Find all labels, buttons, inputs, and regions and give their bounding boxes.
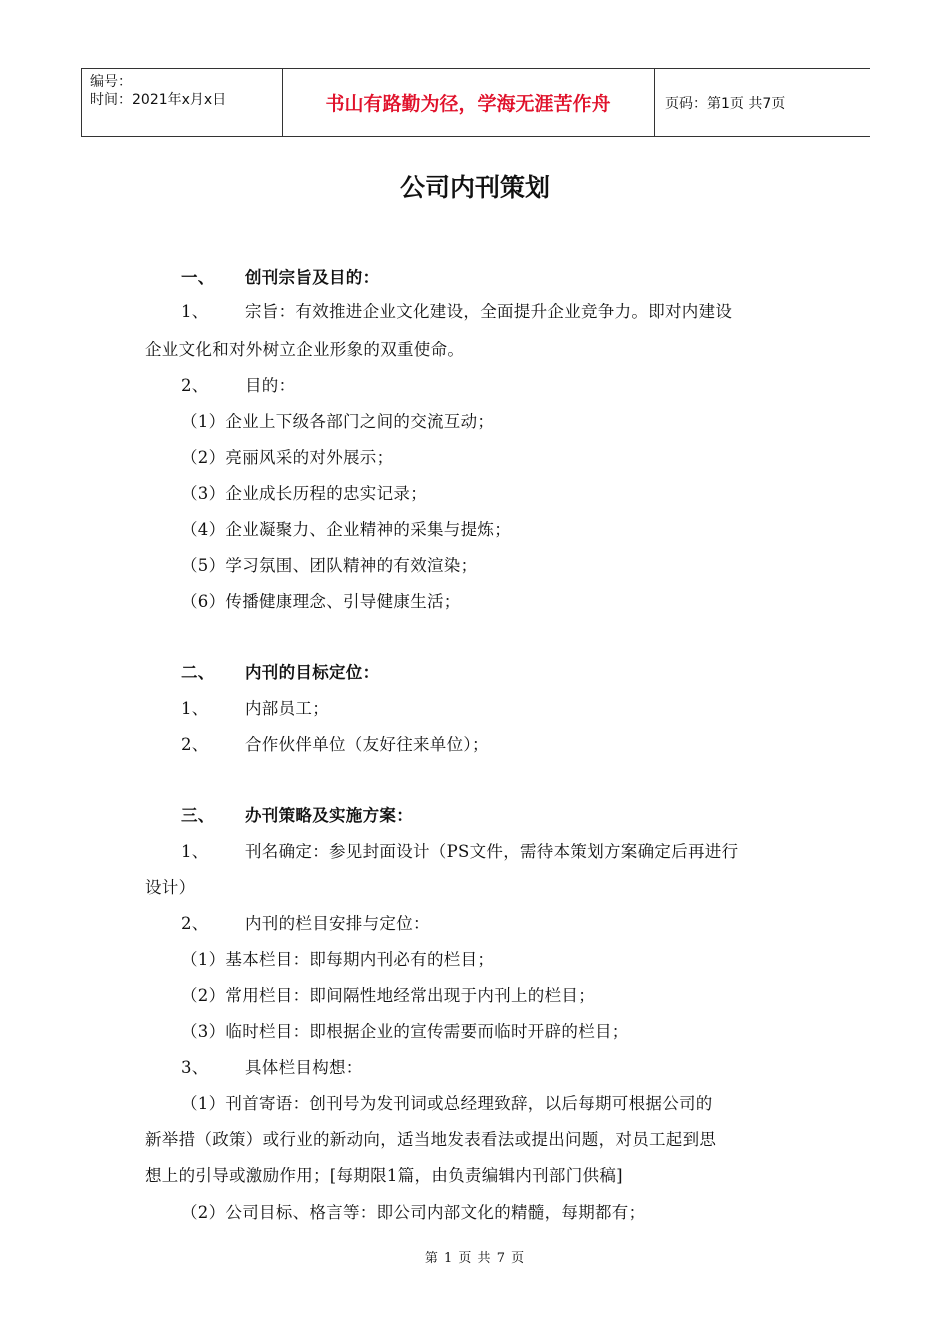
item-text: 目的： <box>245 376 296 395</box>
paragraph-line: 想上的引导或激励作用；[每期限1篇，由负责编辑内刊部门供稿] <box>145 1166 623 1185</box>
section-number: 二、 <box>181 663 215 682</box>
item-number: 2、 <box>181 914 209 933</box>
list-item: （1）刊首寄语：创刊号为发刊词或总经理致辞，以后每期可根据公司的 <box>181 1094 713 1113</box>
list-item: （2）常用栏目：即间隔性地经常出现于内刊上的栏目； <box>181 986 595 1005</box>
item-number: 2、 <box>181 376 209 395</box>
item-number: 2、 <box>181 735 209 754</box>
document-title: 公司内刊策划 <box>399 173 550 202</box>
item-number: 1、 <box>181 842 209 861</box>
page-footer: 第 1 页 共 7 页 <box>424 1251 526 1266</box>
item-number: 3、 <box>181 1058 209 1077</box>
item-text: 宗旨：有效推进企业文化建设，全面提升企业竞争力。即对内建设 <box>245 302 733 321</box>
header-meta <box>81 69 283 136</box>
item-number: 1、 <box>181 699 209 718</box>
list-item: （3）企业成长历程的忠实记录； <box>181 484 427 503</box>
list-item: （1）基本栏目：即每期内刊必有的栏目； <box>181 950 495 969</box>
item-text: 内部员工； <box>245 699 329 718</box>
item-number: 1、 <box>181 302 209 321</box>
header-page-info <box>654 69 871 136</box>
list-item: （6）传播健康理念、引导健康生活； <box>181 592 461 611</box>
list-item: （1）企业上下级各部门之间的交流互动； <box>181 412 495 431</box>
paragraph-line: 设计） <box>145 878 196 897</box>
section-title: 办刊策略及实施方案： <box>245 806 413 825</box>
item-text: 合作伙伴单位（友好往来单位）； <box>245 735 489 754</box>
list-item: （2）公司目标、格言等：即公司内部文化的精髓，每期都有； <box>181 1203 646 1222</box>
list-item: （2）亮丽风采的对外展示； <box>181 448 394 467</box>
list-item: （5）学习氛围、团队精神的有效渲染； <box>181 556 478 575</box>
page-header <box>81 68 870 137</box>
paragraph-line: 企业文化和对外树立企业形象的双重使命。 <box>145 340 465 359</box>
section-number: 三、 <box>181 806 215 825</box>
section-number: 一、 <box>181 268 215 287</box>
header-motto: 书山有路勤为径，学海无涯苦作舟 <box>325 93 611 115</box>
list-item: （4）企业凝聚力、企业精神的采集与提炼； <box>181 520 511 539</box>
number-label: 编号： <box>90 74 132 90</box>
item-text: 刊名确定：参见封面设计（PS文件，需待本策划方案确定后再进行 <box>245 842 739 861</box>
item-text: 具体栏目构想： <box>245 1058 363 1077</box>
section-title: 内刊的目标定位： <box>245 663 380 682</box>
time-label: 时间：2021年x月x日 <box>90 92 227 108</box>
item-text: 内刊的栏目安排与定位： <box>245 914 430 933</box>
paragraph-line: 新举措（政策）或行业的新动向，适当地发表看法或提出问题，对员工起到思 <box>145 1130 717 1149</box>
page-info-text: 页码：第1页 共7页 <box>665 95 786 112</box>
section-title: 创刊宗旨及目的： <box>245 268 380 287</box>
list-item: （3）临时栏目：即根据企业的宣传需要而临时开辟的栏目； <box>181 1022 629 1041</box>
